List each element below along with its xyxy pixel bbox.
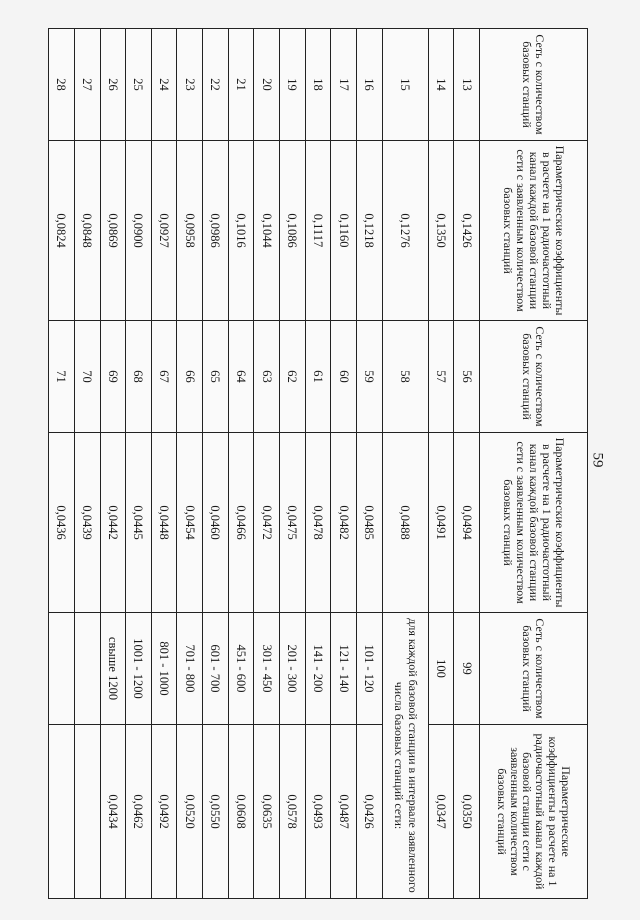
table-body (49, 29, 480, 899)
coefficient-cell (49, 725, 75, 899)
stations-cell: 66 (177, 321, 203, 433)
coefficient-cell: 0,0442 (100, 433, 126, 613)
table-row (428, 29, 454, 899)
coefficient-cell: 0,0347 (428, 725, 454, 899)
table-row (254, 29, 280, 899)
table-row (100, 29, 126, 899)
coefficient-cell: 0,0475 (280, 433, 306, 613)
coefficient-cell: 0,1117 (305, 141, 331, 321)
coefficient-cell: 0,0635 (254, 725, 280, 899)
table-row (74, 29, 100, 899)
header-coefficients-1: Параметрические коэффициенты в расчете на 1 радиочастотный канал каждой базовой станции сети с заявленным количеством базовых станций (480, 141, 588, 321)
stations-cell: 23 (177, 29, 203, 141)
header-network-stations-1: Сеть с количеством базовых станций (480, 29, 588, 141)
stations-cell: 451 - 600 (228, 613, 254, 725)
stations-cell: 14 (428, 29, 454, 141)
coefficient-cell: 0,1276 (382, 141, 428, 321)
coefficient-cell: 0,1350 (428, 141, 454, 321)
coefficient-cell: 0,0520 (177, 725, 203, 899)
stations-cell: 65 (203, 321, 229, 433)
coefficient-cell: 0,0927 (151, 141, 177, 321)
table-row (280, 29, 306, 899)
stations-cell: 100 (428, 613, 454, 725)
coefficient-cell: 0,1044 (254, 141, 280, 321)
coefficient-cell: 0,0550 (203, 725, 229, 899)
stations-cell: 60 (331, 321, 357, 433)
stations-cell: 201 - 300 (280, 613, 306, 725)
stations-cell: 121 - 140 (331, 613, 357, 725)
coefficient-cell: 0,1426 (454, 141, 480, 321)
coefficient-cell: 0,0439 (74, 433, 100, 613)
stations-cell: 24 (151, 29, 177, 141)
stations-cell: 25 (126, 29, 152, 141)
coefficient-cell: 0,0869 (100, 141, 126, 321)
stations-cell: 99 (454, 613, 480, 725)
coefficient-cell: 0,0462 (126, 725, 152, 899)
coefficient-cell: 0,0986 (203, 141, 229, 321)
table-row (126, 29, 152, 899)
table-row (228, 29, 254, 899)
stations-cell: 28 (49, 29, 75, 141)
coefficient-cell (74, 725, 100, 899)
coefficient-cell: 0,0488 (382, 433, 428, 613)
table-row (454, 29, 480, 899)
stations-cell: 70 (74, 321, 100, 433)
stations-cell (49, 613, 75, 725)
stations-cell: 301 - 450 (254, 613, 280, 725)
header-network-stations-2: Сеть с количеством базовых станций (480, 321, 588, 433)
stations-cell: 56 (454, 321, 480, 433)
stations-cell (74, 613, 100, 725)
header-coefficients-3: Параметрические коэффициенты в расчете на 1 радиочастотный канал каждой базовой станции сети с заявленным количеством базовых станций (480, 725, 588, 899)
stations-cell: 18 (305, 29, 331, 141)
table-row (151, 29, 177, 899)
coefficient-cell: 0,0493 (305, 725, 331, 899)
stations-cell: 19 (280, 29, 306, 141)
coefficient-cell: 0,0492 (151, 725, 177, 899)
stations-cell: свыше 1200 (100, 613, 126, 725)
header-network-stations-3: Сеть с количеством базовых станций (480, 613, 588, 725)
coefficient-cell: 0,0448 (151, 433, 177, 613)
stations-cell: 69 (100, 321, 126, 433)
coefficient-cell: 0,0824 (49, 141, 75, 321)
table-row (49, 29, 75, 899)
stations-cell: 20 (254, 29, 280, 141)
stations-cell: 601 - 700 (203, 613, 229, 725)
coefficient-cell: 0,1160 (331, 141, 357, 321)
stations-cell: 17 (331, 29, 357, 141)
interval-note-cell: для каждой базовой станции в интервале заявленного числа базовых станций сети: (382, 613, 428, 899)
stations-cell: 701 - 800 (177, 613, 203, 725)
coefficient-cell: 0,0434 (100, 725, 126, 899)
coefficient-cell: 0,0460 (203, 433, 229, 613)
stations-cell: 141 - 200 (305, 613, 331, 725)
coefficient-cell: 0,0478 (305, 433, 331, 613)
stations-cell: 67 (151, 321, 177, 433)
coefficient-cell: 0,1086 (280, 141, 306, 321)
table-row (305, 29, 331, 899)
coefficient-cell: 0,0472 (254, 433, 280, 613)
stations-cell: 101 - 120 (356, 613, 382, 725)
coefficient-cell: 0,0608 (228, 725, 254, 899)
stations-cell: 21 (228, 29, 254, 141)
table-header-row (480, 29, 588, 899)
header-coefficients-2: Параметрические коэффициенты в расчете на 1 радиочастотный канал каждой базовой станции сети с заявленным количеством базовых станций (480, 433, 588, 613)
coefficient-cell: 0,0350 (454, 725, 480, 899)
table-row (203, 29, 229, 899)
stations-cell: 59 (356, 321, 382, 433)
stations-cell: 13 (454, 29, 480, 141)
coefficient-cell: 0,0491 (428, 433, 454, 613)
coefficient-cell: 0,0494 (454, 433, 480, 613)
stations-cell: 1001 - 1200 (126, 613, 152, 725)
coefficient-cell: 0,0487 (331, 725, 357, 899)
stations-cell: 27 (74, 29, 100, 141)
stations-cell: 801 - 1000 (151, 613, 177, 725)
coefficient-cell: 0,0426 (356, 725, 382, 899)
stations-cell: 26 (100, 29, 126, 141)
coefficient-cell: 0,1218 (356, 141, 382, 321)
coefficient-cell: 0,1016 (228, 141, 254, 321)
stations-cell: 63 (254, 321, 280, 433)
stations-cell: 62 (280, 321, 306, 433)
coefficient-cell: 0,0848 (74, 141, 100, 321)
table-row (382, 29, 428, 899)
coefficient-cell: 0,0578 (280, 725, 306, 899)
page-number: 59 (589, 452, 606, 468)
coefficients-table (48, 28, 588, 899)
stations-cell: 57 (428, 321, 454, 433)
rotated-table-container (48, 28, 588, 898)
table-row (356, 29, 382, 899)
coefficient-cell: 0,0485 (356, 433, 382, 613)
table-row (331, 29, 357, 899)
coefficient-cell: 0,0958 (177, 141, 203, 321)
coefficient-cell: 0,0436 (49, 433, 75, 613)
table-row (177, 29, 203, 899)
stations-cell: 68 (126, 321, 152, 433)
stations-cell: 71 (49, 321, 75, 433)
coefficient-cell: 0,0900 (126, 141, 152, 321)
stations-cell: 61 (305, 321, 331, 433)
coefficient-cell: 0,0482 (331, 433, 357, 613)
coefficient-cell: 0,0466 (228, 433, 254, 613)
table-rotation-frame (48, 28, 588, 898)
coefficient-cell: 0,0445 (126, 433, 152, 613)
stations-cell: 15 (382, 29, 428, 141)
coefficient-cell: 0,0454 (177, 433, 203, 613)
stations-cell: 64 (228, 321, 254, 433)
stations-cell: 22 (203, 29, 229, 141)
stations-cell: 16 (356, 29, 382, 141)
stations-cell: 58 (382, 321, 428, 433)
